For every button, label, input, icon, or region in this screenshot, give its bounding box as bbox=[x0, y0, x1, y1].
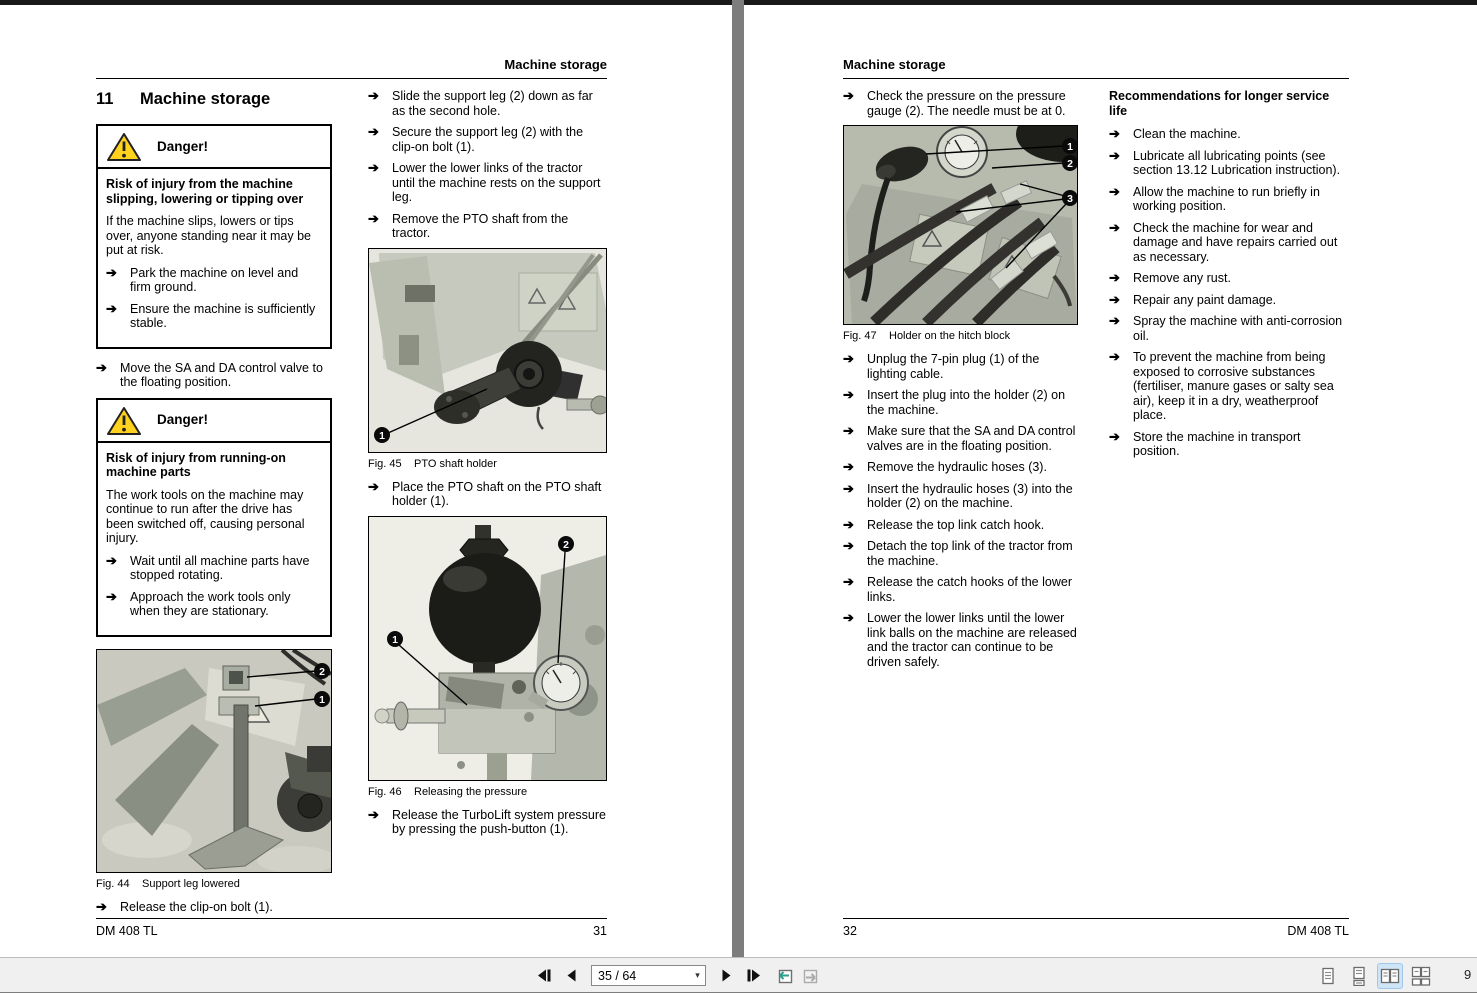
arrow-bullet-icon: ➔ bbox=[1109, 291, 1120, 307]
section-heading bbox=[96, 89, 332, 109]
next-page-icon bbox=[720, 969, 733, 982]
svg-text:3: 3 bbox=[1067, 192, 1073, 205]
pdf-page-31 bbox=[0, 0, 732, 957]
instruction-bullet bbox=[843, 460, 1078, 475]
callout-marker bbox=[314, 691, 330, 707]
footer-page-number: 31 bbox=[593, 924, 607, 938]
right-page-column-1 bbox=[843, 89, 1078, 676]
instruction-bullet bbox=[843, 611, 1078, 669]
figure-caption-text: Support leg lowered bbox=[142, 877, 240, 890]
bullet-text: Clean the machine. bbox=[1133, 127, 1241, 141]
arrow-bullet-icon: ➔ bbox=[368, 478, 379, 494]
instruction-bullet bbox=[96, 361, 332, 390]
next-view-button[interactable] bbox=[800, 964, 822, 988]
instruction-bullet bbox=[368, 161, 607, 205]
arrow-bullet-icon: ➔ bbox=[843, 423, 854, 438]
danger-text: The work tools on the machine may continue to run after the drive has been switched off, causing personal injury. bbox=[106, 487, 305, 545]
page-footer bbox=[843, 918, 1349, 938]
figure-44-photo bbox=[96, 649, 332, 873]
instruction-bullet bbox=[843, 539, 1078, 568]
previous-view-icon bbox=[774, 966, 794, 985]
bullet-text: To prevent the machine from being exposed to corrosive substances (fertiliser, manure gases or salty sea air), keep it in a dry, weatherproof place. bbox=[1133, 350, 1334, 422]
figure-label: Fig. 46 bbox=[368, 785, 402, 798]
warning-triangle-icon bbox=[107, 406, 141, 436]
bullet-text: Slide the support leg (2) down as far as the second hole. bbox=[392, 89, 593, 118]
instruction-list bbox=[843, 352, 1078, 669]
bullet-text: Insert the plug into the holder (2) on the machine. bbox=[867, 388, 1066, 417]
bullet-text: Detach the top link of the tractor from the machine. bbox=[867, 539, 1073, 568]
danger-body bbox=[98, 169, 330, 347]
two-page-view-button[interactable] bbox=[1378, 964, 1402, 988]
bullet-text: Allow the machine to run briefly in working position. bbox=[1133, 184, 1320, 213]
figure-46-photo bbox=[368, 516, 607, 781]
instruction-bullet bbox=[843, 575, 1078, 604]
first-page-button[interactable] bbox=[533, 964, 555, 988]
arrow-bullet-icon: ➔ bbox=[106, 300, 117, 316]
two-page-continuous-view-button[interactable] bbox=[1409, 964, 1433, 988]
bullet-text: Spray the machine with anti-corrosion oil. bbox=[1133, 314, 1343, 343]
instruction-list bbox=[368, 808, 607, 837]
previous-page-icon bbox=[565, 969, 578, 982]
figure-label: Fig. 45 bbox=[368, 457, 402, 470]
instruction-bullet bbox=[1109, 127, 1350, 142]
arrow-bullet-icon: ➔ bbox=[843, 88, 854, 103]
right-page-column-2 bbox=[1109, 89, 1350, 466]
footer-page-number: 32 bbox=[843, 924, 857, 938]
instruction-bullet bbox=[106, 554, 322, 583]
figure-caption-text: Releasing the pressure bbox=[414, 785, 528, 798]
bullet-text: Release the top link catch hook. bbox=[867, 517, 1045, 532]
recommendations-heading: Recommendations for longer service life bbox=[1109, 89, 1330, 118]
left-page-column-2 bbox=[368, 89, 607, 844]
first-page-icon bbox=[536, 969, 553, 982]
bullet-text: Lubricate all lubricating points (see section 13.12 Lubrication instruction). bbox=[1133, 148, 1341, 177]
arrow-bullet-icon: ➔ bbox=[843, 387, 854, 402]
warning-triangle-icon bbox=[107, 132, 141, 162]
figure-caption bbox=[368, 786, 607, 799]
figure-45-photo bbox=[368, 248, 607, 453]
previous-view-button[interactable] bbox=[773, 964, 795, 988]
two-page-continuous-view-icon bbox=[1411, 966, 1431, 986]
running-header: Machine storage bbox=[843, 57, 1349, 79]
left-page-column-1 bbox=[96, 89, 332, 921]
arrow-bullet-icon: ➔ bbox=[843, 516, 854, 532]
bullet-text: Remove any rust. bbox=[1133, 271, 1231, 285]
bullet-text: Check the machine for wear and damage and have repairs carried out as necessary. bbox=[1133, 220, 1338, 264]
figure-caption-text: PTO shaft holder bbox=[414, 457, 497, 470]
danger-body bbox=[98, 443, 330, 635]
bullet-text: Release the clip-on bolt (1). bbox=[120, 899, 273, 914]
instruction-bullet bbox=[368, 89, 607, 118]
bullet-text: Make sure that the SA and DA control valves are in the floating position. bbox=[867, 424, 1076, 453]
viewer-toolbar bbox=[0, 957, 1477, 992]
danger-bullet-list bbox=[106, 554, 322, 619]
callout-marker bbox=[374, 427, 390, 443]
arrow-bullet-icon: ➔ bbox=[368, 124, 379, 139]
instruction-bullet bbox=[106, 590, 322, 619]
instruction-bullet bbox=[106, 302, 322, 331]
page-navigation-group bbox=[533, 958, 822, 993]
arrow-bullet-icon: ➔ bbox=[106, 264, 117, 280]
instruction-bullet bbox=[843, 388, 1078, 417]
svg-text:1: 1 bbox=[379, 429, 385, 442]
figure-caption-text: Holder on the hitch block bbox=[889, 330, 1011, 342]
bullet-text: Check the pressure on the pressure gauge (2). The needle must be at 0. bbox=[867, 89, 1066, 118]
danger-header bbox=[98, 400, 330, 443]
arrow-bullet-icon: ➔ bbox=[106, 588, 117, 604]
figure-caption bbox=[843, 330, 1078, 343]
callout-marker bbox=[387, 631, 403, 647]
bullet-text: Lower the lower links of the tractor until the machine rests on the support leg. bbox=[392, 161, 601, 204]
footer-doc-id: DM 408 TL bbox=[96, 924, 158, 938]
svg-text:2: 2 bbox=[319, 665, 325, 678]
arrow-bullet-icon: ➔ bbox=[1109, 313, 1120, 328]
svg-text:2: 2 bbox=[1067, 157, 1073, 170]
bullet-text: Insert the hydraulic hoses (3) into the holder (2) on the machine. bbox=[867, 481, 1073, 510]
bullet-text: Wait until all machine parts have stopped rotating. bbox=[130, 553, 310, 582]
instruction-bullet bbox=[96, 900, 332, 915]
bullet-text: Move the SA and DA control valve to the floating position. bbox=[120, 360, 323, 389]
bullet-text: Remove the hydraulic hoses (3). bbox=[867, 460, 1047, 474]
page-dropdown-caret-icon[interactable]: ▾ bbox=[695, 970, 700, 980]
last-page-icon bbox=[745, 969, 762, 982]
danger-header bbox=[98, 126, 330, 169]
figure-caption bbox=[368, 458, 607, 471]
instruction-bullet bbox=[843, 89, 1078, 118]
instruction-bullet bbox=[368, 808, 607, 837]
danger-text: If the machine slips, lowers or tips over, anyone standing near it may be put at risk. bbox=[106, 214, 311, 257]
instruction-list bbox=[843, 89, 1078, 118]
arrow-bullet-icon: ➔ bbox=[843, 538, 854, 553]
arrow-bullet-icon: ➔ bbox=[1109, 147, 1120, 163]
instruction-bullet bbox=[1109, 314, 1350, 343]
callout-marker bbox=[558, 536, 574, 552]
bullet-text: Unplug the 7-pin plug (1) of the lighting cable. bbox=[867, 352, 1040, 381]
instruction-bullet bbox=[1109, 430, 1350, 459]
instruction-list bbox=[96, 900, 332, 915]
bullet-text: Place the PTO shaft on the PTO shaft holder (1). bbox=[392, 479, 602, 508]
instruction-bullet bbox=[1109, 221, 1350, 265]
bullet-text: Release the TurboLift system pressure by pressing the push-button (1). bbox=[392, 807, 606, 836]
next-page-button[interactable] bbox=[715, 964, 737, 988]
bullet-text: Park the machine on level and firm ground. bbox=[130, 265, 299, 294]
last-page-button[interactable] bbox=[742, 964, 764, 988]
single-page-view-icon bbox=[1318, 966, 1338, 986]
instruction-bullet bbox=[1109, 185, 1350, 214]
callout-marker bbox=[314, 663, 330, 679]
instruction-bullet bbox=[1109, 293, 1350, 308]
arrow-bullet-icon: ➔ bbox=[1109, 126, 1120, 141]
danger-title: Risk of injury from running-on machine parts bbox=[106, 450, 286, 479]
danger-bullet-list bbox=[106, 266, 322, 331]
instruction-bullet bbox=[106, 266, 322, 295]
instruction-bullet bbox=[1109, 350, 1350, 423]
instruction-bullet bbox=[1109, 149, 1350, 178]
bullet-text: Repair any paint damage. bbox=[1133, 292, 1277, 307]
bullet-text: Store the machine in transport position. bbox=[1133, 429, 1301, 458]
continuous-view-icon bbox=[1349, 966, 1369, 986]
arrow-bullet-icon: ➔ bbox=[96, 898, 107, 914]
instruction-list bbox=[368, 480, 607, 509]
bullet-text: Secure the support leg (2) with the clip-on bolt (1). bbox=[392, 125, 584, 154]
arrow-bullet-icon: ➔ bbox=[368, 806, 379, 822]
running-header: Machine storage bbox=[96, 57, 607, 79]
instruction-bullet bbox=[843, 424, 1078, 453]
footer-doc-id: DM 408 TL bbox=[1287, 924, 1349, 938]
figure-47-photo bbox=[843, 125, 1078, 325]
arrow-bullet-icon: ➔ bbox=[106, 552, 117, 568]
arrow-bullet-icon: ➔ bbox=[1109, 219, 1120, 235]
pdf-page-32 bbox=[744, 0, 1477, 957]
instruction-bullet bbox=[843, 352, 1078, 381]
arrow-bullet-icon: ➔ bbox=[1109, 349, 1120, 364]
danger-box-running-on bbox=[96, 398, 332, 637]
page-footer bbox=[96, 918, 607, 938]
instruction-bullet bbox=[368, 212, 607, 241]
figure-label: Fig. 44 bbox=[96, 877, 130, 890]
arrow-bullet-icon: ➔ bbox=[96, 359, 107, 375]
section-number: 11 bbox=[96, 90, 114, 108]
arrow-bullet-icon: ➔ bbox=[843, 610, 854, 625]
figure-caption bbox=[96, 878, 332, 891]
zoom-level-text: 9 bbox=[1464, 967, 1472, 982]
page-number-input[interactable] bbox=[592, 969, 690, 983]
instruction-list bbox=[1109, 127, 1350, 459]
danger-box-slipping bbox=[96, 124, 332, 349]
next-view-icon bbox=[801, 966, 821, 985]
section-title: Machine storage bbox=[140, 90, 271, 108]
instruction-list bbox=[368, 89, 607, 241]
instruction-bullet bbox=[368, 125, 607, 154]
svg-text:1: 1 bbox=[392, 633, 398, 646]
arrow-bullet-icon: ➔ bbox=[1109, 183, 1120, 199]
bullet-text: Release the catch hooks of the lower links. bbox=[867, 575, 1072, 604]
arrow-bullet-icon: ➔ bbox=[1109, 428, 1120, 444]
svg-text:1: 1 bbox=[319, 693, 325, 706]
continuous-view-button[interactable] bbox=[1347, 964, 1371, 988]
danger-label: Danger! bbox=[157, 412, 209, 428]
figure-label: Fig. 47 bbox=[843, 330, 877, 342]
danger-label: Danger! bbox=[157, 138, 209, 154]
instruction-bullet bbox=[843, 518, 1078, 533]
arrow-bullet-icon: ➔ bbox=[1109, 270, 1120, 285]
bullet-text: Lower the lower links until the lower link balls on the machine are released and the tractor can continue to be driven safely. bbox=[867, 611, 1077, 669]
bullet-text: Remove the PTO shaft from the tractor. bbox=[392, 211, 569, 240]
single-page-view-button[interactable] bbox=[1316, 964, 1340, 988]
bullet-text: Approach the work tools only when they are stationary. bbox=[130, 589, 291, 618]
bullet-text: Ensure the machine is sufficiently stable. bbox=[130, 301, 316, 330]
svg-text:1: 1 bbox=[1067, 140, 1073, 153]
svg-text:2: 2 bbox=[563, 538, 569, 551]
instruction-list bbox=[96, 361, 332, 390]
arrow-bullet-icon: ➔ bbox=[843, 574, 854, 589]
page-layout-group bbox=[1316, 958, 1433, 993]
page-number-field[interactable] bbox=[591, 965, 706, 986]
instruction-bullet bbox=[1109, 271, 1350, 286]
arrow-bullet-icon: ➔ bbox=[368, 160, 379, 175]
previous-page-button[interactable] bbox=[560, 964, 582, 988]
arrow-bullet-icon: ➔ bbox=[843, 480, 854, 496]
arrow-bullet-icon: ➔ bbox=[368, 88, 379, 103]
instruction-bullet bbox=[368, 480, 607, 509]
arrow-bullet-icon: ➔ bbox=[368, 210, 379, 226]
arrow-bullet-icon: ➔ bbox=[843, 459, 854, 474]
danger-title: Risk of injury from the machine slipping, lowering or tipping over bbox=[106, 177, 304, 206]
two-page-view-icon bbox=[1380, 966, 1400, 986]
arrow-bullet-icon: ➔ bbox=[843, 351, 854, 366]
instruction-bullet bbox=[843, 482, 1078, 511]
